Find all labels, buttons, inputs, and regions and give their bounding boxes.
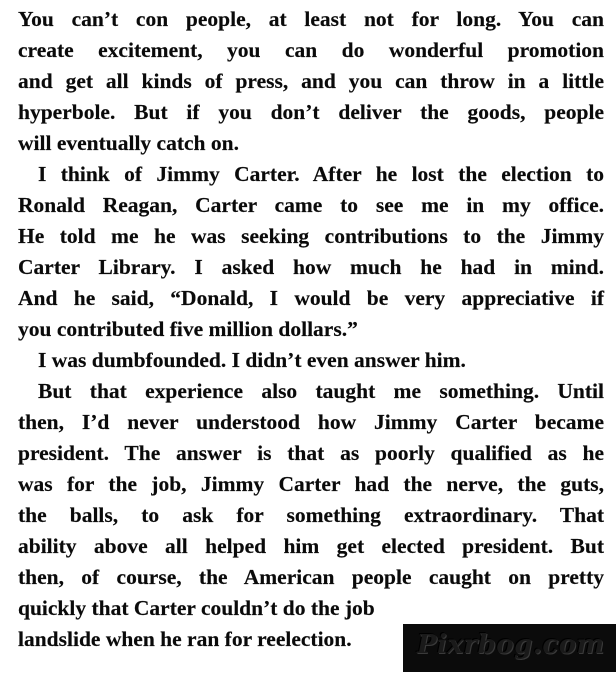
text-line: But that experience also taught me something. Until	[38, 379, 604, 403]
text-line: will eventually catch on.	[18, 131, 239, 155]
text-line: then, of course, the American people caught on pretty	[18, 565, 604, 589]
text-line: Ronald Reagan, Carter came to see me in my office.	[18, 193, 604, 217]
text-line: create excitement, you can do wonderful promotion	[18, 38, 604, 62]
text-line: then, I’d never understood how Jimmy Carter became	[18, 410, 604, 434]
text-line: He told me he was seeking contributions to the Jimmy	[18, 224, 604, 248]
text-line: the balls, to ask for something extraordinary. That	[18, 503, 604, 527]
text-line: I think of Jimmy Carter. After he lost the election to	[38, 162, 604, 186]
text-line: I was dumbfounded. I didn’t even answer him.	[38, 348, 466, 372]
text-line: landslide when he ran for reelection.	[18, 627, 352, 651]
body-text	[18, 4, 604, 655]
text-line: You can’t con people, at least not for long. You can	[18, 7, 604, 31]
text-line: you contributed five million dollars.”	[18, 317, 358, 341]
text-line: And he said, “Donald, I would be very appreciative if	[18, 286, 604, 310]
watermark-logo: Pixrbog.com	[417, 630, 605, 660]
text-line: was for the job, Jimmy Carter had the nerve, the guts,	[18, 472, 604, 496]
text-line: president. The answer is that as poorly qualified as he	[18, 441, 604, 465]
text-line: quickly that Carter couldn’t do the job	[18, 596, 375, 620]
text-line: hyperbole. But if you don’t deliver the goods, people	[18, 100, 604, 124]
text-line: and get all kinds of press, and you can throw in a little	[18, 69, 604, 93]
watermark	[403, 624, 616, 672]
text-line: ability above all helped him get elected president. But	[18, 534, 604, 558]
text-line: Carter Library. I asked how much he had in mind.	[18, 255, 604, 279]
